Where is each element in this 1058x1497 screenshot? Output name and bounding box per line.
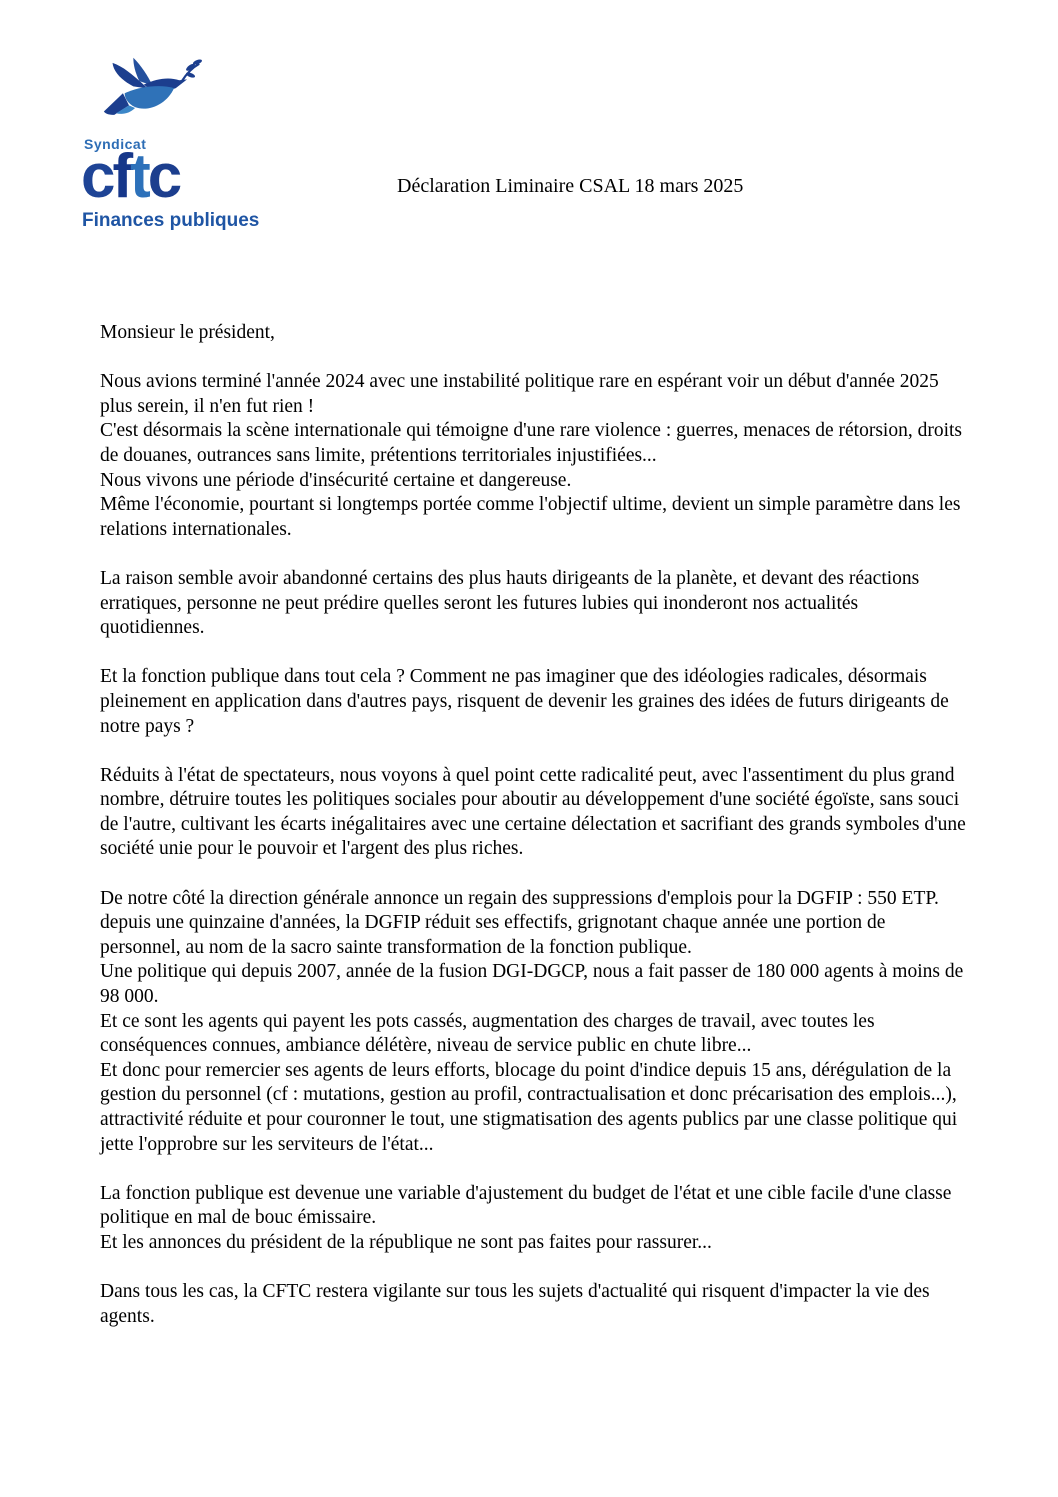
paragraph: Et donc pour remercier ses agents de leurs efforts, blocage du point d'indice depuis 15 ans, dérégulation de la gestion du personnel (cf : mutations, gestion au profil, contractualisation et donc précarisation des emplois...), attractivité réduite et pour couronner le tout, une stigmatisation des agents publics par une classe politique qui jette l'opprobre sur les serviteurs de l'état...	[100, 1059, 958, 1155]
paragraph: Et ce sont les agents qui payent les pots cassés, augmentation des charges de travail, avec toutes les conséquences connues, ambiance délétère, niveau de service public en chute libre...	[100, 1010, 875, 1057]
paragraph: Et les annonces du président de la république ne sont pas faites pour rassurer...	[100, 1231, 712, 1253]
paragraph: Monsieur le président,	[100, 322, 275, 343]
logo-letter: t	[130, 142, 148, 211]
blank-line	[100, 1256, 966, 1281]
blank-line	[100, 641, 966, 666]
paragraph: La fonction publique est devenue une variable d'ajustement du budget de l'état et une cible facile d'une classe politique en mal de bouc émissaire.	[100, 1182, 952, 1229]
paragraph: La raison semble avoir abandonné certains des plus hauts dirigeants de la planète, et devant des réactions erratiques, personne ne peut prédire quelles seront les futures lubies qui inonderont nos actualités quotidiennes.	[100, 567, 920, 639]
blank-line	[100, 542, 966, 567]
blank-line	[100, 1157, 966, 1182]
paragraph: Et la fonction publique dans tout cela ? Comment ne pas imaginer que des idéologies radicales, désormais pleinement en application dans d'autres pays, risquent de devenir les graines des idées de futurs dirigeants de notre pays ?	[100, 666, 949, 737]
dove-olive-branch-icon	[90, 56, 220, 134]
blank-line	[100, 862, 966, 887]
logo-letter: c	[147, 142, 180, 211]
logo-finances-publiques-label: Finances publiques	[82, 210, 260, 231]
paragraph: C'est désormais la scène internationale qui témoigne d'une rare violence : guerres, menaces de rétorsion, droits de douanes, outrances sans limite, prétentions territoriales injustifiées...	[100, 420, 963, 466]
paragraph: Réduits à l'état de spectateurs, nous voyons à quel point cette radicalité peut, avec l'assentiment du plus grand nombre, détruire toutes les politiques sociales pour aboutir au développement d'une société égoïste, sans souci de l'autre, cultivant les écarts inégalitaires avec une certaine délectation et sacrifiant des grands symboles d'une société unie pour le pouvoir et l'argent des plus riches.	[100, 764, 966, 860]
document-title: Déclaration Liminaire CSAL 18 mars 2025	[397, 175, 744, 197]
paragraph: Nous vivons une période d'insécurité certaine et dangereuse.	[100, 469, 572, 491]
paragraph: De notre côté la direction générale annonce un regain des suppressions d'emplois pour la DGFIP : 550 ETP. depuis une quinzaine d'années, la DGFIP réduit ses effectifs, grignotant chaque année une portion de personnel, au nom de la sacro sainte transformation de la fonction publique.	[100, 887, 939, 958]
document-body	[100, 321, 966, 1329]
paragraph: Dans tous les cas, la CFTC restera vigilante sur tous les sujets d'actualité qui risquent d'impacter la vie des agents.	[100, 1281, 930, 1327]
paragraph: Même l'économie, pourtant si longtemps portée comme l'objectif ultime, devient un simple paramètre dans les relations internationales.	[100, 494, 961, 540]
blank-line	[100, 346, 966, 371]
blank-line	[100, 739, 966, 764]
paragraph: Nous avions terminé l'année 2024 avec une instabilité politique rare en espérant voir un début d'année 2025 plus serein, il n'en fut rien !	[100, 371, 939, 417]
logo-syndicat-label: Syndicat	[84, 136, 147, 152]
logo-letter: c	[81, 142, 113, 211]
logo-letter: f	[112, 142, 131, 211]
paragraph: Une politique qui depuis 2007, année de la fusion DGI-DGCP, nous a fait passer de 180 000 agents à moins de 98 000.	[100, 961, 964, 1008]
cftc-logo	[80, 56, 270, 232]
